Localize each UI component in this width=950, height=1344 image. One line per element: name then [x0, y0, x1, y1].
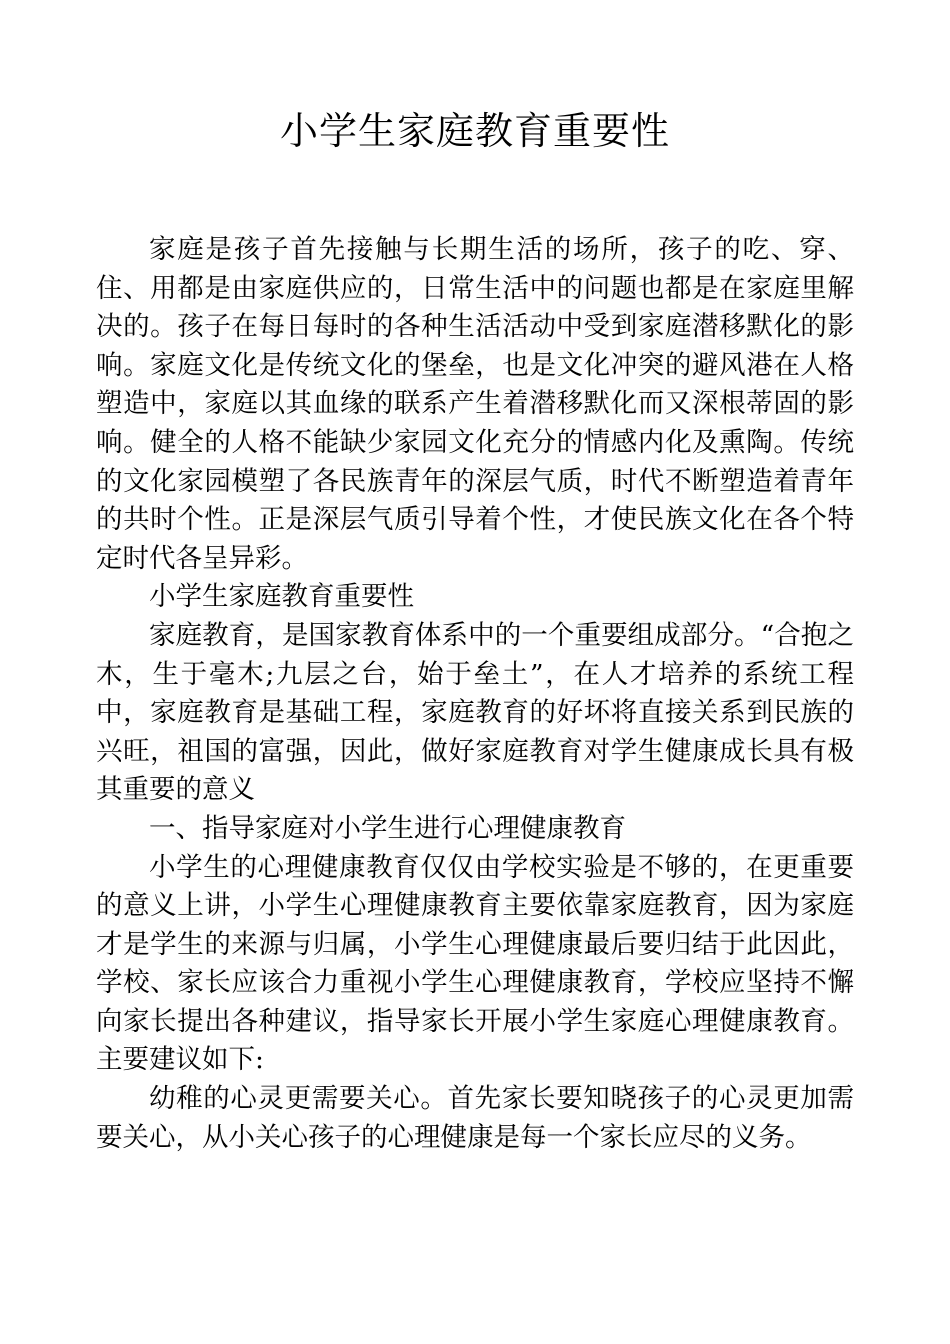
- paragraph-family-education: 家庭教育，是国家教育体系中的一个重要组成部分。“合抱之木，生于毫木;九层之台，始于垒土”，在人才培养的系统工程中，家庭教育是基础工程，家庭教育的好坏将直接关系到民族的兴旺，祖国的富强，因此，做好家庭教育对学生健康成长具有极其重要的意义: [96, 619, 854, 806]
- section-heading-importance: 小学生家庭教育重要性: [149, 581, 414, 613]
- document-title: 小学生家庭教育重要性: [279, 109, 670, 153]
- section-heading-mental-health: 一、指导家庭对小学生进行心理健康教育: [149, 812, 626, 844]
- paragraph-care: 幼稚的心灵更需要关心。首先家长要知晓孩子的心灵更加需要关心，从小关心孩子的心理健康是每一个家长应尽的义务。: [96, 1083, 854, 1153]
- paragraph-intro: 家庭是孩子首先接触与长期生活的场所，孩子的吃、穿、住、用都是由家庭供应的，日常生活中的问题也都是在家庭里解决的。孩子在每日每时的各种生活活动中受到家庭潜移默化的影响。家庭文化是传统文化的堡垒，也是文化冲突的避风港在人格塑造中，家庭以其血缘的联系产生着潜移默化而又深根蒂固的影响。健全的人格不能缺少家园文化充分的情感内化及熏陶。传统的文化家园模塑了各民族青年的深层气质，时代不断塑造着青年的共时个性。正是深层气质引导着个性，才使民族文化在各个特定时代各呈异彩。: [96, 234, 854, 574]
- paragraph-mental-health: 小学生的心理健康教育仅仅由学校实验是不够的，在更重要的意义上讲，小学生心理健康教育主要依靠家庭教育，因为家庭才是学生的来源与归属，小学生心理健康最后要归结于此因此，学校、家长应该合力重视小学生心理健康教育，学校应坚持不懈向家长提出各种建议，指导家长开展小学生家庭心理健康教育。主要建议如下:: [96, 851, 854, 1076]
- document-body: [96, 231, 854, 1157]
